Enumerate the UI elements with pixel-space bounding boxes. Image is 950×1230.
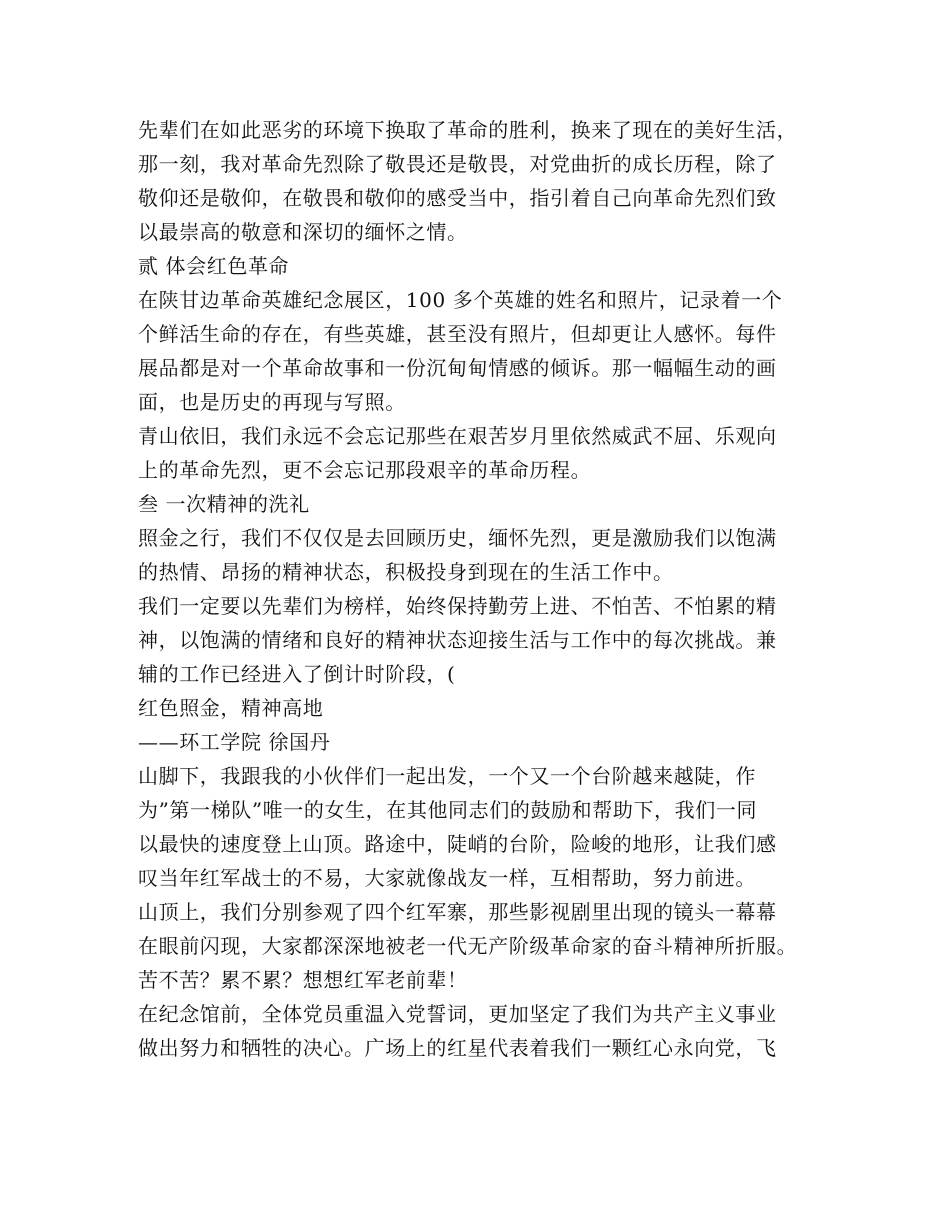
text-line: 那一刻，我对革命先烈除了敬畏还是敬畏，对党曲折的成长历程，除了: [138, 152, 777, 176]
section-heading: 贰 体会红色革命: [138, 254, 290, 278]
section-heading: 叁 一次精神的洗礼: [138, 492, 310, 516]
text-line: 在陕甘边革命英雄纪念展区，100 多个英雄的姓名和照片，记录着一个: [138, 288, 783, 312]
document-page: [138, 113, 838, 1065]
text-line: 的热情、昂扬的精神状态，积极投身到现在的生活工作中。: [138, 560, 674, 584]
text-line: 为”第一梯队”唯一的女生，在其他同志们的鼓励和帮助下，我们一同: [138, 798, 758, 822]
text-line: 以最快的速度登上山顶。路途中，陡峭的台阶，险峻的地形，让我们感: [138, 832, 777, 856]
text-line: 在纪念馆前，全体党员重温入党誓词，更加坚定了我们为共产主义事业: [138, 1002, 777, 1026]
text-line: 在眼前闪现，大家都深深地被老一代无产阶级革命家的奋斗精神所折服。: [138, 934, 798, 958]
text-line: 苦不苦？累不累？想想红军老前辈！: [138, 968, 468, 992]
text-line: 个鲜活生命的存在，有些英雄，甚至没有照片，但却更让人感怀。每件: [138, 322, 777, 346]
text-line: 青山依旧，我们永远不会忘记那些在艰苦岁月里依然威武不屈、乐观向: [138, 424, 777, 448]
article-author: ——环工学院 徐国丹: [138, 730, 331, 754]
text-line: 神，以饱满的情绪和良好的精神状态迎接生活与工作中的每次挑战。兼: [138, 628, 777, 652]
text-line: 敬仰还是敬仰，在敬畏和敬仰的感受当中，指引着自己向革命先烈们致: [138, 186, 777, 210]
text-line: 山脚下，我跟我的小伙伴们一起出发，一个又一个台阶越来越陡，作: [138, 764, 756, 788]
text-line: 山顶上，我们分别参观了四个红军寨，那些影视剧里出现的镜头一幕幕: [138, 900, 777, 924]
text-line: 以最崇高的敬意和深切的缅怀之情。: [138, 220, 468, 244]
text-line: 我们一定要以先辈们为榜样，始终保持勤劳上进、不怕苦、不怕累的精: [138, 594, 777, 618]
text-line: 照金之行，我们不仅仅是去回顾历史，缅怀先烈，更是激励我们以饱满: [138, 526, 777, 550]
article-title: 红色照金，精神高地: [138, 696, 324, 720]
text-line: 辅的工作已经进入了倒计时阶段，(: [138, 662, 456, 686]
text-line: 上的革命先烈，更不会忘记那段艰辛的革命历程。: [138, 458, 592, 482]
text-line: 先辈们在如此恶劣的环境下换取了革命的胜利，换来了现在的美好生活，: [138, 118, 798, 142]
text-line: 做出努力和牺牲的决心。广场上的红星代表着我们一颗红心永向党，飞: [138, 1036, 777, 1060]
text-line: 面，也是历史的再现与写照。: [138, 390, 406, 414]
text-line: 叹当年红军战士的不易，大家就像战友一样，互相帮助，努力前进。: [138, 866, 756, 890]
text-line: 展品都是对一个革命故事和一份沉甸甸情感的倾诉。那一幅幅生动的画: [138, 356, 777, 380]
